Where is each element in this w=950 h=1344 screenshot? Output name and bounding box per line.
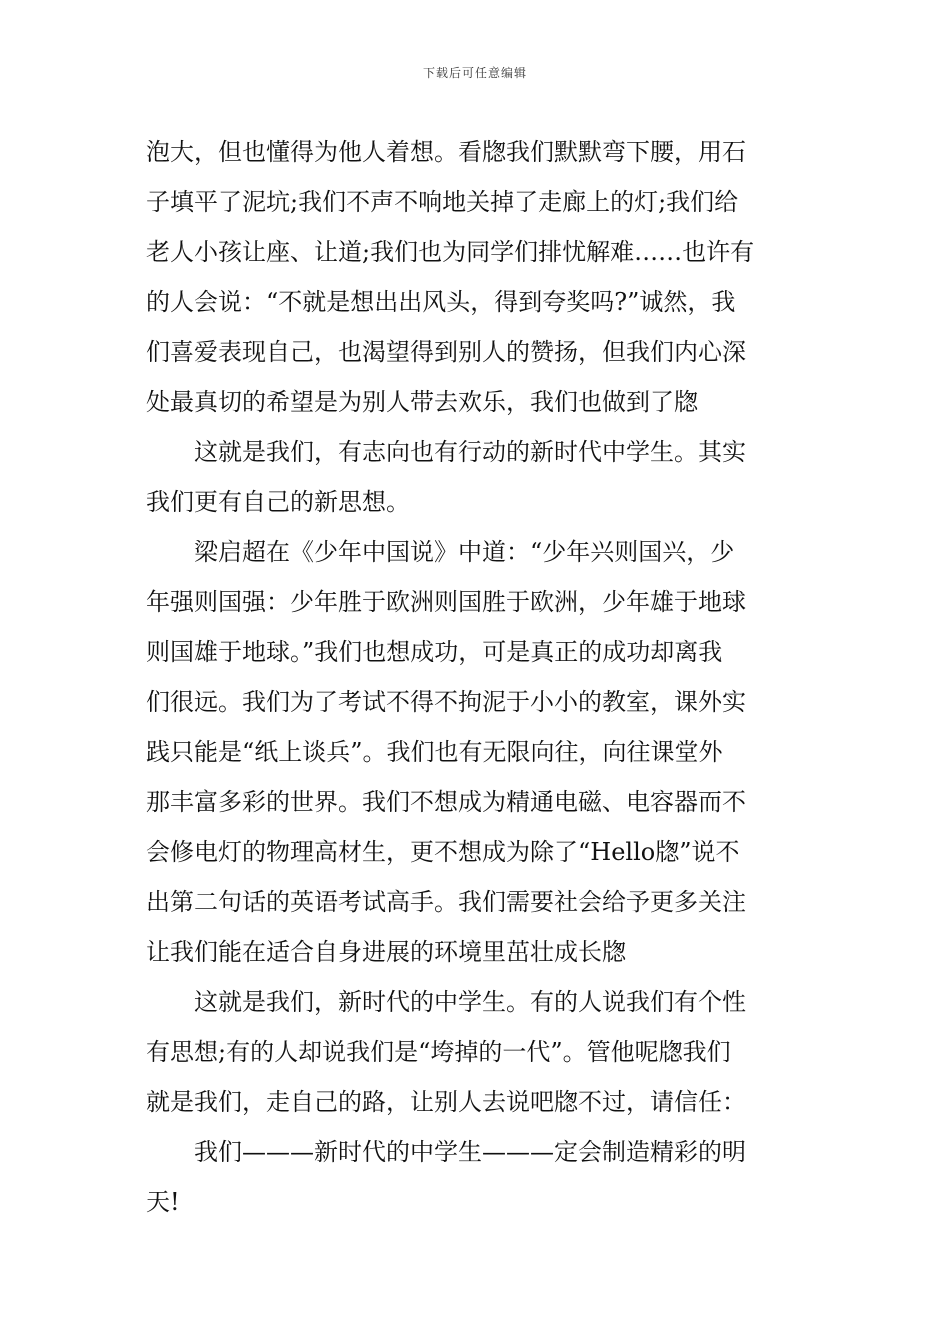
text-line: 这就是我们，新时代的中学生。有的人说我们有个性 bbox=[146, 988, 746, 1016]
text-line: 泡大，但也懂得为他人着想。看牎我们默默弯下腰，用石 bbox=[146, 138, 746, 166]
text-line: 我们———新时代的中学生———定会制造精彩的明 bbox=[146, 1138, 746, 1166]
text-line: 们喜爱表现自己，也渴望得到别人的赞扬，但我们内心深 bbox=[146, 338, 746, 366]
text-line: 们很远。我们为了考试不得不拘泥于小小的教室，课外实 bbox=[146, 688, 746, 716]
text-line: 老人小孩让座、让道;我们也为同学们排忧解难……也许有 bbox=[146, 238, 755, 266]
text-line: 年强则国强：少年胜于欧洲则国胜于欧洲，少年雄于地球 bbox=[146, 588, 746, 616]
text-line: 会修电灯的物理高材生，更不想成为除了“Hello牎”说不 bbox=[146, 838, 740, 866]
text-line: 我们更有自己的新思想。 bbox=[146, 488, 410, 516]
page-header: 下载后可任意编辑 bbox=[422, 66, 527, 80]
document-body bbox=[146, 127, 808, 1227]
text-line: 践只能是“纸上谈兵”。我们也有无限向往，向往课堂外 bbox=[146, 738, 723, 766]
text-line: 就是我们，走自己的路，让别人去说吧牎不过，请信任： bbox=[146, 1088, 746, 1116]
text-line: 的人会说：“不就是想出出风头，得到夸奖吗?”诚然，我 bbox=[146, 288, 736, 316]
text-line: 梁启超在《少年中国说》中道：“少年兴则国兴，少 bbox=[146, 538, 735, 566]
text-line: 则国雄于地球。”我们也想成功，可是真正的成功却离我 bbox=[146, 638, 723, 666]
text-line: 子填平了泥坑;我们不声不响地关掉了走廊上的灯;我们给 bbox=[146, 188, 739, 216]
text-line: 处最真切的希望是为别人带去欢乐，我们也做到了牎 bbox=[146, 388, 698, 416]
text-line: 天! bbox=[146, 1188, 180, 1216]
text-line: 出第二句话的英语考试高手。我们需要社会给予更多关注 bbox=[146, 888, 746, 916]
text-line: 那丰富多彩的世界。我们不想成为精通电磁、电容器而不 bbox=[146, 788, 746, 816]
text-line: 有思想;有的人却说我们是“垮掉的一代”。管他呢牎我们 bbox=[146, 1038, 731, 1066]
text-line: 让我们能在适合自身进展的环境里茁壮成长牎 bbox=[146, 938, 626, 966]
text-line: 这就是我们，有志向也有行动的新时代中学生。其实 bbox=[146, 438, 746, 466]
